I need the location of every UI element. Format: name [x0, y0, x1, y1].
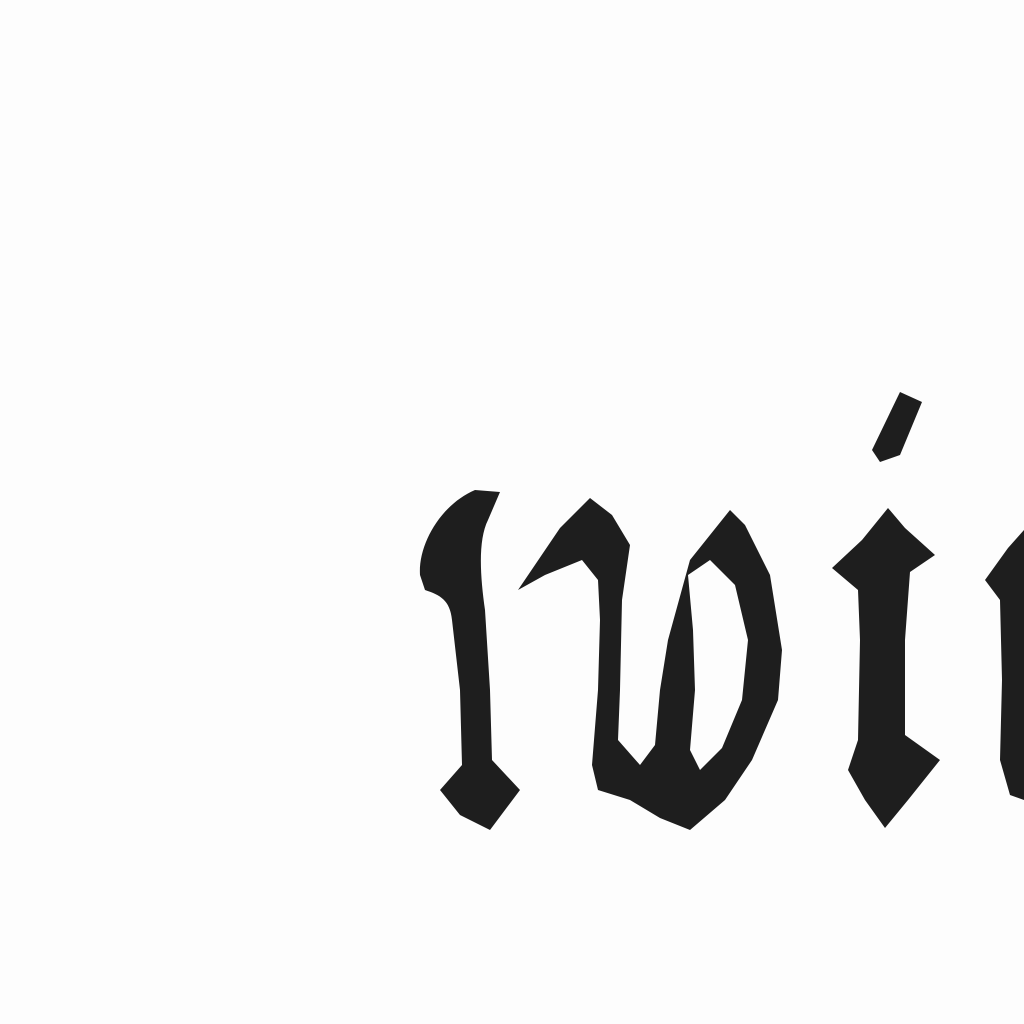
letter-i [832, 392, 940, 828]
letter-r [985, 530, 1024, 800]
letter-w [420, 490, 782, 830]
